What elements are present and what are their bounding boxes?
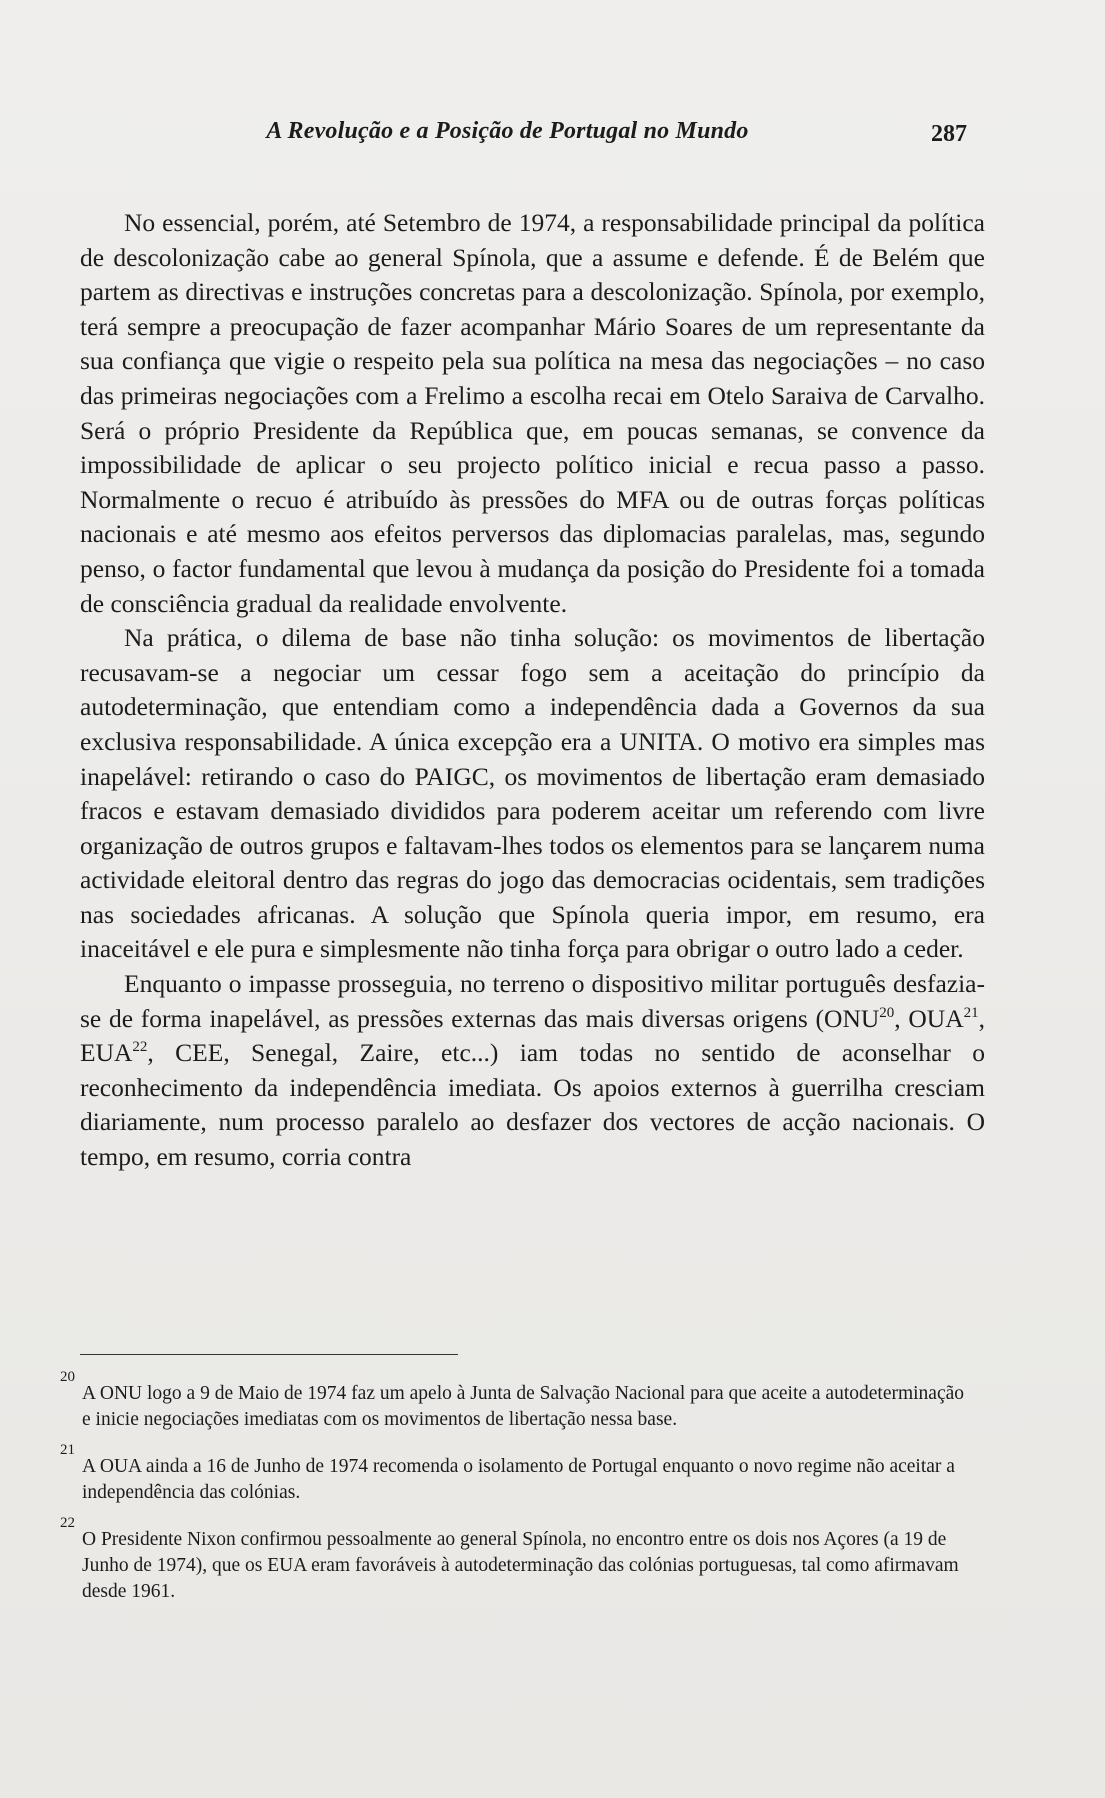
footnote-ref-21[interactable]: 21: [963, 1004, 979, 1021]
footnote-number: 21: [60, 1442, 75, 1458]
paragraph-1: [80, 206, 985, 621]
footnote-text: A ONU logo a 9 de Maio de 1974 faz um apelo à Junta de Salvação Nacional para que aceite a autodeterminação e inicie negociações imediatas com os movimentos de libertação nessa base.: [82, 1383, 965, 1430]
paragraph-2: [80, 621, 985, 967]
page-number: 287: [931, 121, 967, 147]
body-text: [80, 206, 985, 1175]
footnote-number: 22: [60, 1515, 75, 1531]
footnote-text: A OUA ainda a 16 de Junho de 1974 recomenda o isolamento de Portugal enquanto o novo regime não aceitar a independência das colónias.: [82, 1456, 955, 1503]
running-title: A Revolução e a Posição de Portugal no Mundo: [266, 118, 749, 144]
footnote-22: [60, 1512, 975, 1605]
paragraph-text: , OUA: [894, 1003, 964, 1033]
paragraph-text: Na prática, o dilema de base não tinha solução: os movimentos de libertação recusavam-se a negociar um cessar fogo sem a aceitação do princípio da autodeterminação, que entendiam como a independência dada a Governos da sua exclusiva responsabilidade. A única excepção era a UNITA. O motivo era simples mas inapelável: retirando o caso do PAIGC, os movimentos de libertação eram demasiado fracos e estavam demasiado divididos para poderem aceitar um referendo com livre organização de outros grupos e faltavam-lhes todos os elementos para se lançarem numa actividade eleitoral dentro das regras do jogo das democracias ocidentais, sem tradições nas sociedades africanas. A solução que Spínola queria impor, em resumo, era inaceitável e ele pura e simplesmente não tinha força para obrigar o outro lado a ceder.: [80, 623, 985, 964]
paragraph-text: Enquanto o impasse prosseguia, no terreno o dispositivo militar português desfazia-se de forma inapelável, as pressões externas das mais diversas origens (ONU: [80, 969, 985, 1033]
paragraph-3: [80, 967, 985, 1175]
footnote-ref-22[interactable]: 22: [132, 1039, 148, 1056]
paragraph-text: , EUA: [80, 1003, 985, 1068]
footnote-21: [60, 1439, 975, 1506]
footnote-20: [60, 1366, 975, 1433]
paragraph-text: , CEE, Senegal, Zaire, etc...) iam todas no sentido de aconselhar o reconhecimento da independência imediata. Os apoios externos à guerrilha cresciam diariamente, num processo paralelo ao desfazer dos vectores de acção nacionais. O tempo, em resumo, corria contra: [80, 1038, 985, 1172]
paragraph-text: No essencial, porém, até Setembro de 1974, a responsabilidade principal da política de descolonização cabe ao general Spínola, que a assume e defende. É de Belém que partem as directivas e instruções concretas para a descolonização. Spínola, por exemplo, terá sempre a preocupação de fazer acompanhar Mário Soares de um representante da sua confiança que vigie o respeito pela sua política na mesa das negociações – no caso das primeiras negociações com a Frelimo a escolha recai em Otelo Saraiva de Carvalho. Será o próprio Presidente da República que, em poucas semanas, se convence da impossibilidade de aplicar o seu projecto político inicial e recua passo a passo. Normalmente o recuo é atribuído às pressões do MFA ou de outras forças políticas nacionais e até mesmo aos efeitos perversos das diplomacias paralelas, mas, segundo penso, o factor fundamental que levou à mudança da posição do Presidente foi a tomada de consciência gradual da realidade envolvente.: [80, 208, 985, 618]
footnote-divider: [80, 1354, 458, 1355]
footnotes: [60, 1366, 975, 1611]
footnote-number: 20: [60, 1369, 75, 1385]
footnote-text: O Presidente Nixon confirmou pessoalmente ao general Spínola, no encontro entre os dois nos Açores (a 19 de Junho de 1974), que os EUA eram favoráveis à autodeterminação das colónias portuguesas, tal como afirmavam desde 1961.: [82, 1529, 959, 1602]
footnote-ref-20[interactable]: 20: [879, 1004, 895, 1021]
